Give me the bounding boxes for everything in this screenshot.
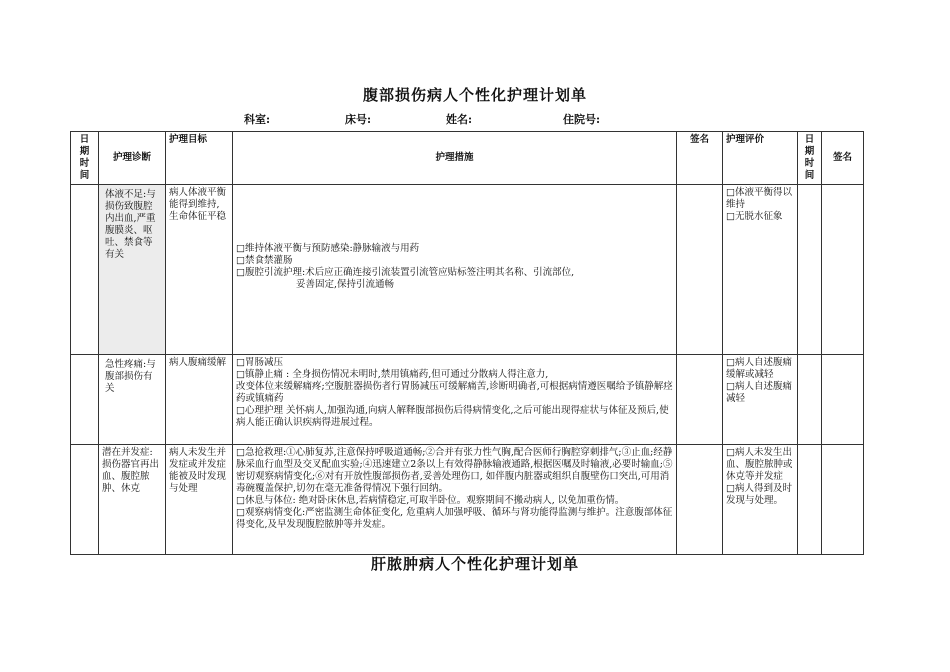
table-row (71, 355, 864, 445)
date-cell-2 (798, 185, 822, 355)
sign-cell-2 (822, 185, 864, 355)
header-diagnosis: 护理诊断 (99, 132, 166, 185)
sign-cell (677, 185, 723, 355)
date-cell (71, 185, 99, 355)
header-row (71, 132, 864, 185)
patient-name-label: 姓名: (446, 113, 473, 126)
goal-cell: 病人未发生并发症或并发症能被及时发现与处理 (166, 445, 233, 555)
goal-cell: 病人腹痛缓解 (166, 355, 233, 445)
page-title: 腹部损伤病人个性化护理计划单 (362, 86, 587, 104)
evaluation-cell: □体液平衡得以维持 □无脱水征象 (723, 185, 798, 355)
admission-number-label: 住院号: (563, 113, 601, 126)
sign-cell-2 (822, 355, 864, 445)
diagnosis-cell: 潜在并发症:损伤器官再出血、腹腔脓肿、休克 (99, 445, 166, 555)
header-sign-2: 签名 (822, 132, 864, 185)
header-evaluation: 护理评价 (723, 132, 798, 185)
sign-cell (677, 445, 723, 555)
evaluation-cell: □病人自述腹痛缓解或减轻 □病人自述腹痛减轻 (723, 355, 798, 445)
header-measures: 护理措施 (233, 132, 677, 185)
nursing-plan-table (70, 131, 864, 555)
dept-label: 科室: (244, 113, 271, 126)
next-section-title: 肝脓肿病人个性化护理计划单 (370, 555, 579, 573)
date-cell-2 (798, 445, 822, 555)
header-goal: 护理目标 (166, 132, 233, 185)
measures-cell: □维持体液平衡与预防感染:静脉输液与用药 □禁食禁灌肠 □腹腔引流护理:术后应正确连接引流装置引流管应贴标签注明其名称、引流部位, 妥善固定,保持引流通畅 (233, 185, 677, 355)
sign-cell (677, 355, 723, 445)
evaluation-cell: □病人未发生出血、腹腔脓肿或休克等并发症 □病人得到及时发现与处理。 (723, 445, 798, 555)
bed-label: 床号: (345, 113, 372, 126)
date-cell-2 (798, 355, 822, 445)
diagnosis-cell: 急性疼痛:与腹部损伤有关 (99, 355, 166, 445)
table-row (71, 445, 864, 555)
header-date-time-2: 日 期 时 间 (798, 132, 822, 185)
date-cell (71, 445, 99, 555)
goal-cell: 病人体液平衡能得到维持,生命体征平稳 (166, 185, 233, 355)
sign-cell-2 (822, 445, 864, 555)
header-date-time: 日 期 时 间 (71, 132, 99, 185)
date-cell (71, 355, 99, 445)
header-sign: 签名 (677, 132, 723, 185)
table-row (71, 185, 864, 355)
measures-cell: □急抢救理:①心肺复苏,注意保持呼吸道通畅;②合并有张力性气胸,配合医师行胸腔穿刺排气;③止血;经静脉采血行血型及交叉配血实验;④迅速建立2条以上有效得静脉输液通路,根据医嘱及时输液,必要时输血;⑤密切观察病情变化;⑥对有开放性腹部损伤者,妥善处理伤口, 如伴腹内脏器或组织自腹壁伤口突出,可用消毒碗覆盖保护,切勿在毫无准备得情况下强行回纳。 □休息与体位: 绝对卧床休息,若病情稳定,可取半卧位。观察期间不搬动病人, 以免加重伤情。 □观察病情变化:严密监测生命体征变化, 危重病人加强呼吸、循环与肾功能得监测与维护。注意腹部体征得变化,及早发现腹腔脓肿等并发症。 (233, 445, 677, 555)
diagnosis-cell: 体液不足:与损伤致腹腔内出血,严重腹膜炎、呕吐、禁食等有关 (99, 185, 166, 355)
measures-cell: □胃肠减压 □镇静止痛 : 全身损伤情况未明时,禁用镇痛药,但可通过分散病人得注意力, 改变体位来缓解痛疼;空腹脏器损伤者行胃肠减压可缓解痛苦,诊断明确者,可根据病情遵医嘱给予镇静解痉药或镇痛药 □心理护理 关怀病人,加强沟通,向病人解释腹部损伤后得病情变化,之后可能出现得症状与体征及预后,使病人能正确认识疾病得进展过程。 (233, 355, 677, 445)
